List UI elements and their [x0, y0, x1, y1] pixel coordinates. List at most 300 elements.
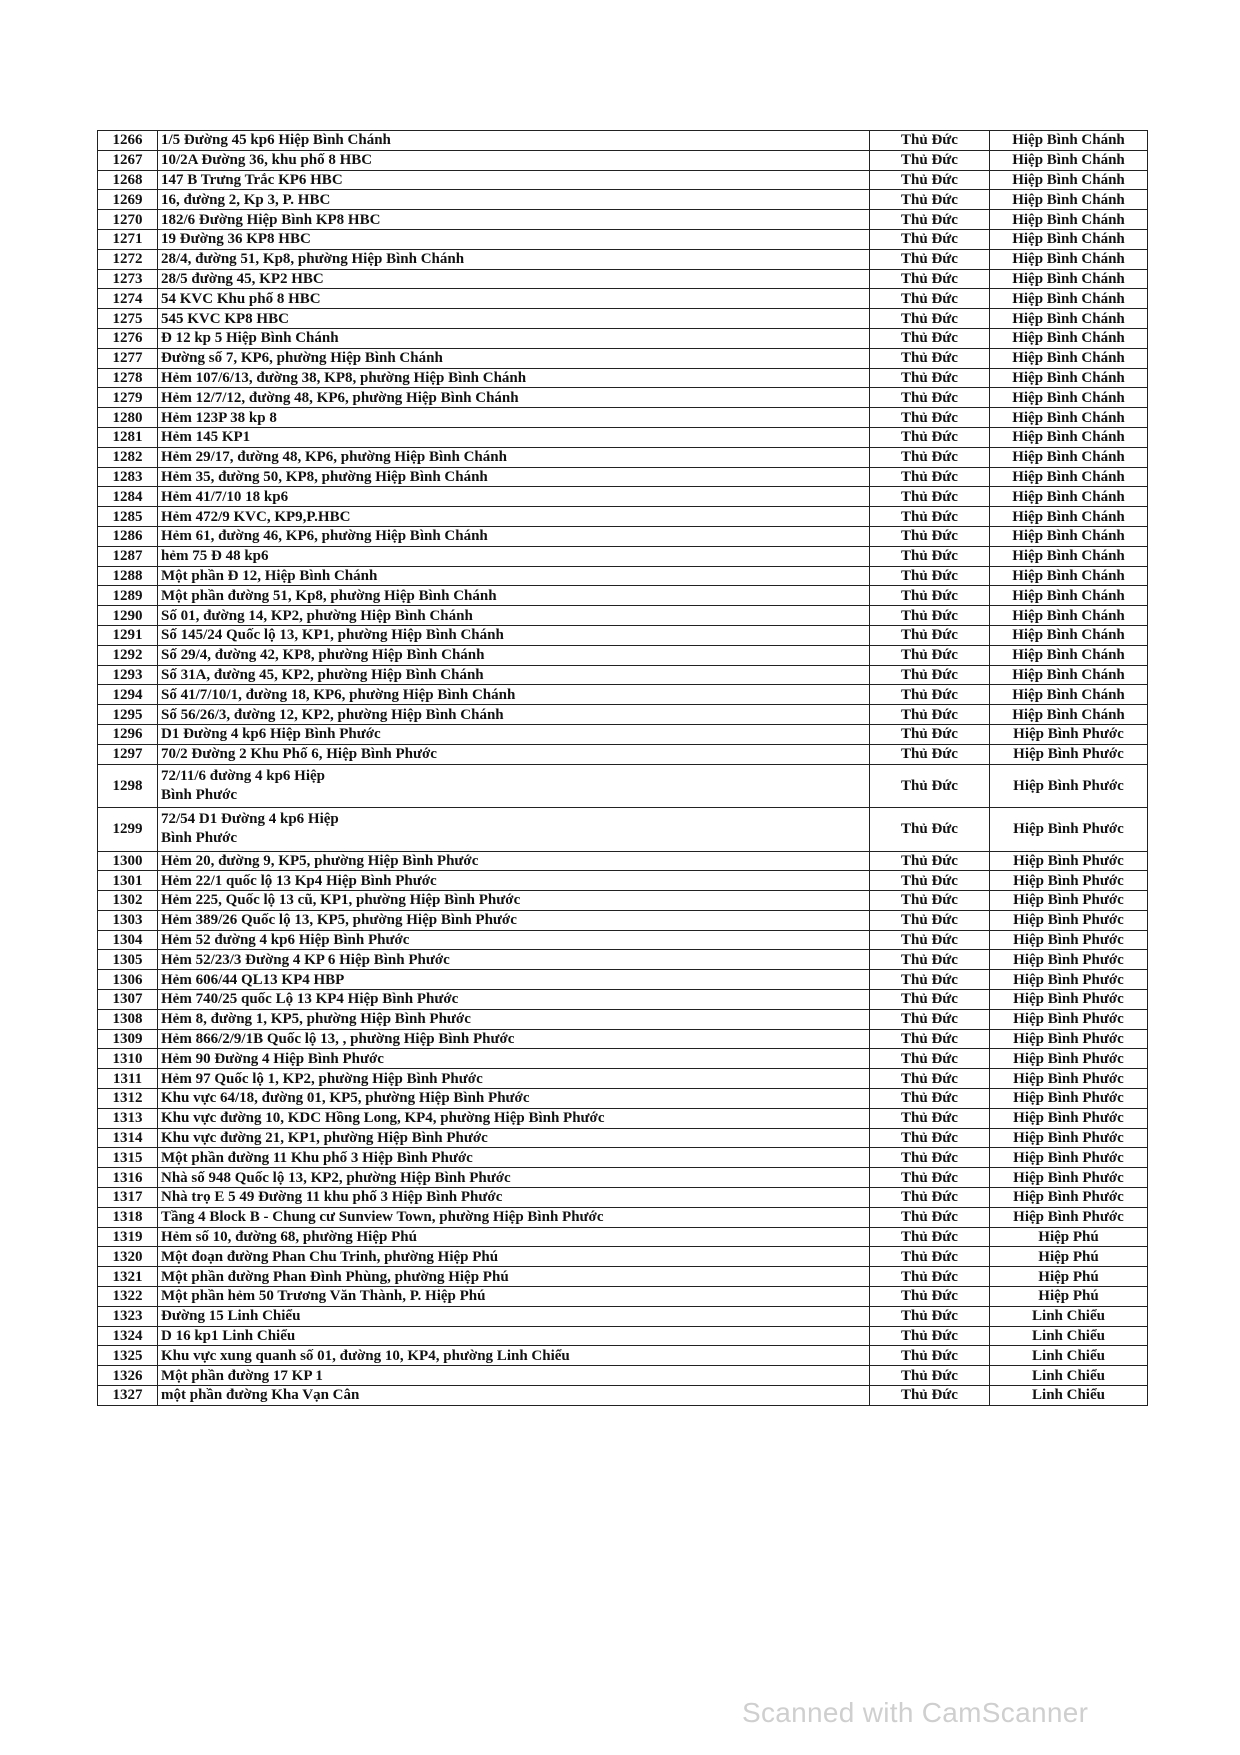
- row-address: Đ 12 kp 5 Hiệp Bình Chánh: [158, 328, 870, 348]
- row-district: Thủ Đức: [870, 427, 990, 447]
- row-district: Thủ Đức: [870, 1049, 990, 1069]
- row-ward: Hiệp Bình Chánh: [990, 467, 1148, 487]
- row-number: 1318: [98, 1207, 158, 1227]
- table-row: [98, 1049, 1148, 1069]
- row-address: Hẻm 107/6/13, đường 38, KP8, phường Hiệp Bình Chánh: [158, 368, 870, 388]
- row-number: 1327: [98, 1386, 158, 1406]
- table-row: [98, 1287, 1148, 1307]
- row-district: Thủ Đức: [870, 1089, 990, 1109]
- row-address: Đường 15 Linh Chiểu: [158, 1306, 870, 1326]
- row-address: Hẻm 472/9 KVC, KP9,P.HBC: [158, 507, 870, 527]
- row-ward: Hiệp Bình Phước: [990, 1128, 1148, 1148]
- row-district: Thủ Đức: [870, 566, 990, 586]
- row-district: Thủ Đức: [870, 388, 990, 408]
- row-district: Thủ Đức: [870, 1267, 990, 1287]
- row-address: hẻm 75 Đ 48 kp6: [158, 546, 870, 566]
- table-row: [98, 685, 1148, 705]
- row-number: 1267: [98, 150, 158, 170]
- row-number: 1322: [98, 1287, 158, 1307]
- row-district: Thủ Đức: [870, 851, 990, 871]
- table-row: [98, 408, 1148, 428]
- row-district: Thủ Đức: [870, 930, 990, 950]
- row-number: 1321: [98, 1267, 158, 1287]
- row-address: Số 01, đường 14, KP2, phường Hiệp Bình Chánh: [158, 606, 870, 626]
- row-ward: Hiệp Bình Phước: [990, 851, 1148, 871]
- row-ward: Linh Chiểu: [990, 1386, 1148, 1406]
- row-address: Số 31A, đường 45, KP2, phường Hiệp Bình Chánh: [158, 665, 870, 685]
- row-number: 1274: [98, 289, 158, 309]
- row-address: Hẻm 52/23/3 Đường 4 KP 6 Hiệp Bình Phước: [158, 950, 870, 970]
- table-row: [98, 851, 1148, 871]
- row-number: 1275: [98, 309, 158, 329]
- row-ward: Hiệp Bình Chánh: [990, 210, 1148, 230]
- row-district: Thủ Đức: [870, 1326, 990, 1346]
- row-ward: Hiệp Bình Chánh: [990, 190, 1148, 210]
- row-district: Thủ Đức: [870, 685, 990, 705]
- row-district: Thủ Đức: [870, 645, 990, 665]
- row-ward: Hiệp Bình Phước: [990, 1029, 1148, 1049]
- address-table-body: [98, 131, 1148, 1406]
- row-district: Thủ Đức: [870, 447, 990, 467]
- table-row: [98, 1346, 1148, 1366]
- row-district: Thủ Đức: [870, 1108, 990, 1128]
- row-district: Thủ Đức: [870, 1128, 990, 1148]
- row-number: 1312: [98, 1089, 158, 1109]
- table-row: [98, 950, 1148, 970]
- row-ward: Hiệp Bình Chánh: [990, 229, 1148, 249]
- row-district: Thủ Đức: [870, 1287, 990, 1307]
- table-row: [98, 1267, 1148, 1287]
- row-ward: Hiệp Bình Phước: [990, 1188, 1148, 1208]
- row-district: Thủ Đức: [870, 724, 990, 744]
- row-number: 1285: [98, 507, 158, 527]
- row-address: Nhà trọ E 5 49 Đường 11 khu phố 3 Hiệp Bình Phước: [158, 1188, 870, 1208]
- row-district: Thủ Đức: [870, 229, 990, 249]
- row-address: 1/5 Đường 45 kp6 Hiệp Bình Chánh: [158, 131, 870, 151]
- row-ward: Hiệp Bình Phước: [990, 871, 1148, 891]
- row-district: Thủ Đức: [870, 1168, 990, 1188]
- row-district: Thủ Đức: [870, 1069, 990, 1089]
- row-number: 1291: [98, 625, 158, 645]
- row-number: 1310: [98, 1049, 158, 1069]
- row-address: Khu vực đường 21, KP1, phường Hiệp Bình Phước: [158, 1128, 870, 1148]
- row-district: Thủ Đức: [870, 665, 990, 685]
- table-row: [98, 150, 1148, 170]
- row-ward: Hiệp Bình Phước: [990, 744, 1148, 764]
- row-ward: Hiệp Bình Phước: [990, 1089, 1148, 1109]
- row-number: 1271: [98, 229, 158, 249]
- row-address: Số 41/7/10/1, đường 18, KP6, phường Hiệp Bình Chánh: [158, 685, 870, 705]
- table-row: [98, 891, 1148, 911]
- row-address: Hẻm 123P 38 kp 8: [158, 408, 870, 428]
- row-number: 1266: [98, 131, 158, 151]
- row-number: 1277: [98, 348, 158, 368]
- row-number: 1286: [98, 526, 158, 546]
- row-ward: Hiệp Bình Chánh: [990, 249, 1148, 269]
- row-ward: Hiệp Phú: [990, 1267, 1148, 1287]
- row-ward: Hiệp Bình Chánh: [990, 388, 1148, 408]
- row-district: Thủ Đức: [870, 1306, 990, 1326]
- row-address: Khu vực 64/18, đường 01, KP5, phường Hiệp Bình Phước: [158, 1089, 870, 1109]
- row-address: Một phần hẻm 50 Trương Văn Thành, P. Hiệp Phú: [158, 1287, 870, 1307]
- table-row: [98, 1148, 1148, 1168]
- row-address: Hẻm 22/1 quốc lộ 13 Kp4 Hiệp Bình Phước: [158, 871, 870, 891]
- row-address: Số 145/24 Quốc lộ 13, KP1, phường Hiệp Bình Chánh: [158, 625, 870, 645]
- row-address: 147 B Trưng Trắc KP6 HBC: [158, 170, 870, 190]
- row-number: 1302: [98, 891, 158, 911]
- row-address: Số 29/4, đường 42, KP8, phường Hiệp Bình Chánh: [158, 645, 870, 665]
- table-row: [98, 1207, 1148, 1227]
- table-row: [98, 724, 1148, 744]
- table-row: [98, 606, 1148, 626]
- row-district: Thủ Đức: [870, 467, 990, 487]
- row-ward: Linh Chiểu: [990, 1346, 1148, 1366]
- table-row: [98, 566, 1148, 586]
- table-row: [98, 764, 1148, 808]
- row-number: 1284: [98, 487, 158, 507]
- row-address: Hẻm 35, đường 50, KP8, phường Hiệp Bình Chánh: [158, 467, 870, 487]
- row-address: 28/4, đường 51, Kp8, phường Hiệp Bình Chánh: [158, 249, 870, 269]
- table-row: [98, 1386, 1148, 1406]
- table-row: [98, 348, 1148, 368]
- row-ward: Hiệp Bình Chánh: [990, 150, 1148, 170]
- row-district: Thủ Đức: [870, 526, 990, 546]
- row-number: 1325: [98, 1346, 158, 1366]
- row-ward: Hiệp Bình Phước: [990, 990, 1148, 1010]
- row-number: 1278: [98, 368, 158, 388]
- row-number: 1279: [98, 388, 158, 408]
- table-row: [98, 970, 1148, 990]
- row-address: Hẻm 61, đường 46, KP6, phường Hiệp Bình Chánh: [158, 526, 870, 546]
- row-address: Khu vực xung quanh số 01, đường 10, KP4, phường Linh Chiểu: [158, 1346, 870, 1366]
- row-number: 1282: [98, 447, 158, 467]
- row-ward: Hiệp Bình Phước: [990, 891, 1148, 911]
- row-district: Thủ Đức: [870, 891, 990, 911]
- row-district: Thủ Đức: [870, 1227, 990, 1247]
- table-row: [98, 526, 1148, 546]
- row-ward: Hiệp Phú: [990, 1287, 1148, 1307]
- table-row: [98, 1009, 1148, 1029]
- table-row: [98, 1188, 1148, 1208]
- row-ward: Hiệp Bình Phước: [990, 1108, 1148, 1128]
- row-ward: Hiệp Bình Chánh: [990, 487, 1148, 507]
- row-district: Thủ Đức: [870, 289, 990, 309]
- table-row: [98, 427, 1148, 447]
- row-ward: Hiệp Bình Chánh: [990, 408, 1148, 428]
- table-row: [98, 586, 1148, 606]
- row-district: Thủ Đức: [870, 764, 990, 808]
- row-district: Thủ Đức: [870, 1148, 990, 1168]
- table-row: [98, 487, 1148, 507]
- row-ward: Hiệp Bình Phước: [990, 950, 1148, 970]
- row-number: 1276: [98, 328, 158, 348]
- row-address: D1 Đường 4 kp6 Hiệp Bình Phước: [158, 724, 870, 744]
- row-address: D 16 kp1 Linh Chiểu: [158, 1326, 870, 1346]
- row-ward: Hiệp Bình Phước: [990, 808, 1148, 852]
- row-district: Thủ Đức: [870, 131, 990, 151]
- row-number: 1289: [98, 586, 158, 606]
- table-row: [98, 665, 1148, 685]
- row-ward: Hiệp Bình Chánh: [990, 507, 1148, 527]
- row-district: Thủ Đức: [870, 871, 990, 891]
- row-district: Thủ Đức: [870, 249, 990, 269]
- row-district: Thủ Đức: [870, 970, 990, 990]
- row-district: Thủ Đức: [870, 150, 990, 170]
- row-address: Số 56/26/3, đường 12, KP2, phường Hiệp Bình Chánh: [158, 705, 870, 725]
- row-ward: Hiệp Bình Chánh: [990, 645, 1148, 665]
- row-district: Thủ Đức: [870, 269, 990, 289]
- table-row: [98, 1168, 1148, 1188]
- table-row: [98, 309, 1148, 329]
- row-address: Hẻm 41/7/10 18 kp6: [158, 487, 870, 507]
- row-address: 182/6 Đường Hiệp Bình KP8 HBC: [158, 210, 870, 230]
- row-number: 1307: [98, 990, 158, 1010]
- row-address: Hẻm 389/26 Quốc lộ 13, KP5, phường Hiệp Bình Phước: [158, 910, 870, 930]
- table-row: [98, 645, 1148, 665]
- row-number: 1297: [98, 744, 158, 764]
- row-address: 19 Đường 36 KP8 HBC: [158, 229, 870, 249]
- row-ward: Hiệp Bình Chánh: [990, 665, 1148, 685]
- row-district: Thủ Đức: [870, 1247, 990, 1267]
- table-row: [98, 131, 1148, 151]
- table-row: [98, 1089, 1148, 1109]
- row-district: Thủ Đức: [870, 1188, 990, 1208]
- row-address: Một đoạn đường Phan Chu Trinh, phường Hiệp Phú: [158, 1247, 870, 1267]
- row-number: 1326: [98, 1366, 158, 1386]
- row-number: 1316: [98, 1168, 158, 1188]
- table-row: [98, 328, 1148, 348]
- row-address: 545 KVC KP8 HBC: [158, 309, 870, 329]
- row-number: 1273: [98, 269, 158, 289]
- row-ward: Hiệp Bình Chánh: [990, 348, 1148, 368]
- row-number: 1288: [98, 566, 158, 586]
- row-ward: Hiệp Bình Chánh: [990, 447, 1148, 467]
- table-row: [98, 1366, 1148, 1386]
- row-address: 10/2A Đường 36, khu phố 8 HBC: [158, 150, 870, 170]
- row-ward: Hiệp Bình Chánh: [990, 606, 1148, 626]
- row-ward: Hiệp Bình Phước: [990, 1207, 1148, 1227]
- row-address: Tầng 4 Block B - Chung cư Sunview Town, phường Hiệp Bình Phước: [158, 1207, 870, 1227]
- row-ward: Hiệp Bình Chánh: [990, 170, 1148, 190]
- table-row: [98, 625, 1148, 645]
- row-ward: Hiệp Bình Phước: [990, 1009, 1148, 1029]
- table-row: [98, 910, 1148, 930]
- table-row: [98, 289, 1148, 309]
- row-ward: Hiệp Bình Chánh: [990, 625, 1148, 645]
- row-number: 1295: [98, 705, 158, 725]
- row-ward: Hiệp Bình Chánh: [990, 427, 1148, 447]
- table-row: [98, 467, 1148, 487]
- table-row: [98, 249, 1148, 269]
- row-number: 1287: [98, 546, 158, 566]
- row-district: Thủ Đức: [870, 487, 990, 507]
- row-number: 1269: [98, 190, 158, 210]
- table-row: [98, 990, 1148, 1010]
- row-ward: Hiệp Bình Chánh: [990, 309, 1148, 329]
- row-number: 1272: [98, 249, 158, 269]
- row-number: 1308: [98, 1009, 158, 1029]
- row-number: 1301: [98, 871, 158, 891]
- table-row: [98, 170, 1148, 190]
- row-number: 1292: [98, 645, 158, 665]
- row-district: Thủ Đức: [870, 950, 990, 970]
- row-address: Hẻm 606/44 QL13 KP4 HBP: [158, 970, 870, 990]
- row-number: 1304: [98, 930, 158, 950]
- row-ward: Hiệp Bình Chánh: [990, 289, 1148, 309]
- table-row: [98, 1108, 1148, 1128]
- table-row: [98, 1247, 1148, 1267]
- row-district: Thủ Đức: [870, 309, 990, 329]
- row-district: Thủ Đức: [870, 705, 990, 725]
- row-district: Thủ Đức: [870, 1386, 990, 1406]
- table-row: [98, 388, 1148, 408]
- row-address: Một phần đường Phan Đình Phùng, phường Hiệp Phú: [158, 1267, 870, 1287]
- camscanner-watermark: Scanned with CamScanner: [742, 1697, 1089, 1728]
- row-district: Thủ Đức: [870, 348, 990, 368]
- row-address: Khu vực đường 10, KDC Hồng Long, KP4, phường Hiệp Bình Phước: [158, 1108, 870, 1128]
- row-ward: Hiệp Bình Phước: [990, 910, 1148, 930]
- row-ward: Hiệp Bình Phước: [990, 1069, 1148, 1089]
- row-ward: Hiệp Bình Chánh: [990, 566, 1148, 586]
- row-number: 1314: [98, 1128, 158, 1148]
- row-address: Hẻm số 10, đường 68, phường Hiệp Phú: [158, 1227, 870, 1247]
- table-row: [98, 808, 1148, 852]
- row-district: Thủ Đức: [870, 990, 990, 1010]
- table-row: [98, 744, 1148, 764]
- row-number: 1268: [98, 170, 158, 190]
- row-ward: Hiệp Bình Chánh: [990, 705, 1148, 725]
- row-ward: Hiệp Bình Phước: [990, 970, 1148, 990]
- row-number: 1281: [98, 427, 158, 447]
- row-address: Một phần Đ 12, Hiệp Bình Chánh: [158, 566, 870, 586]
- row-ward: Hiệp Bình Chánh: [990, 269, 1148, 289]
- row-address: Hẻm 90 Đường 4 Hiệp Bình Phước: [158, 1049, 870, 1069]
- row-ward: Hiệp Bình Phước: [990, 1049, 1148, 1069]
- row-address: Hẻm 12/7/12, đường 48, KP6, phường Hiệp Bình Chánh: [158, 388, 870, 408]
- row-district: Thủ Đức: [870, 1366, 990, 1386]
- row-district: Thủ Đức: [870, 586, 990, 606]
- row-address: 28/5 đường 45, KP2 HBC: [158, 269, 870, 289]
- row-district: Thủ Đức: [870, 625, 990, 645]
- table-row: [98, 871, 1148, 891]
- row-ward: Hiệp Bình Chánh: [990, 586, 1148, 606]
- table-row: [98, 1306, 1148, 1326]
- row-district: Thủ Đức: [870, 408, 990, 428]
- row-ward: Hiệp Bình Chánh: [990, 328, 1148, 348]
- row-address: Một phần đường 51, Kp8, phường Hiệp Bình Chánh: [158, 586, 870, 606]
- row-ward: Hiệp Bình Phước: [990, 764, 1148, 808]
- table-row: [98, 705, 1148, 725]
- row-ward: Hiệp Bình Phước: [990, 930, 1148, 950]
- table-row: [98, 210, 1148, 230]
- row-ward: Linh Chiểu: [990, 1366, 1148, 1386]
- row-address: Hẻm 145 KP1: [158, 427, 870, 447]
- table-row: [98, 1069, 1148, 1089]
- table-row: [98, 930, 1148, 950]
- row-number: 1283: [98, 467, 158, 487]
- row-ward: Hiệp Bình Chánh: [990, 368, 1148, 388]
- row-district: Thủ Đức: [870, 210, 990, 230]
- row-address: Hẻm 52 đường 4 kp6 Hiệp Bình Phước: [158, 930, 870, 950]
- row-number: 1315: [98, 1148, 158, 1168]
- row-ward: Hiệp Bình Phước: [990, 1148, 1148, 1168]
- row-address: 72/11/6 đường 4 kp6 Hiệp Bình Phước: [158, 764, 870, 808]
- row-address: Đường số 7, KP6, phường Hiệp Bình Chánh: [158, 348, 870, 368]
- row-number: 1309: [98, 1029, 158, 1049]
- row-ward: Hiệp Bình Chánh: [990, 685, 1148, 705]
- row-district: Thủ Đức: [870, 606, 990, 626]
- table-row: [98, 1029, 1148, 1049]
- row-number: 1305: [98, 950, 158, 970]
- row-address: Nhà số 948 Quốc lộ 13, KP2, phường Hiệp Bình Phước: [158, 1168, 870, 1188]
- row-number: 1298: [98, 764, 158, 808]
- row-number: 1293: [98, 665, 158, 685]
- row-address: Hẻm 740/25 quốc Lộ 13 KP4 Hiệp Bình Phước: [158, 990, 870, 1010]
- row-address: một phần đường Kha Vạn Cân: [158, 1386, 870, 1406]
- address-table: [97, 130, 1148, 1406]
- row-number: 1280: [98, 408, 158, 428]
- row-district: Thủ Đức: [870, 170, 990, 190]
- row-ward: Hiệp Bình Chánh: [990, 526, 1148, 546]
- row-ward: Hiệp Bình Chánh: [990, 546, 1148, 566]
- row-ward: Hiệp Phú: [990, 1227, 1148, 1247]
- table-row: [98, 507, 1148, 527]
- row-number: 1323: [98, 1306, 158, 1326]
- row-number: 1306: [98, 970, 158, 990]
- row-ward: Linh Chiểu: [990, 1306, 1148, 1326]
- table-row: [98, 190, 1148, 210]
- table-row: [98, 269, 1148, 289]
- row-district: Thủ Đức: [870, 808, 990, 852]
- row-ward: Linh Chiểu: [990, 1326, 1148, 1346]
- row-district: Thủ Đức: [870, 1029, 990, 1049]
- row-number: 1311: [98, 1069, 158, 1089]
- row-ward: Hiệp Bình Chánh: [990, 131, 1148, 151]
- row-address: Hẻm 97 Quốc lộ 1, KP2, phường Hiệp Bình Phước: [158, 1069, 870, 1089]
- table-row: [98, 546, 1148, 566]
- row-district: Thủ Đức: [870, 910, 990, 930]
- table-row: [98, 229, 1148, 249]
- row-number: 1303: [98, 910, 158, 930]
- row-number: 1294: [98, 685, 158, 705]
- row-address: Hẻm 20, đường 9, KP5, phường Hiệp Bình Phước: [158, 851, 870, 871]
- row-address: Một phần đường 11 Khu phố 3 Hiệp Bình Phước: [158, 1148, 870, 1168]
- row-district: Thủ Đức: [870, 546, 990, 566]
- row-number: 1300: [98, 851, 158, 871]
- row-number: 1319: [98, 1227, 158, 1247]
- row-address: 54 KVC Khu phố 8 HBC: [158, 289, 870, 309]
- table-row: [98, 447, 1148, 467]
- row-address: 72/54 D1 Đường 4 kp6 Hiệp Bình Phước: [158, 808, 870, 852]
- row-address: Một phần đường 17 KP 1: [158, 1366, 870, 1386]
- row-number: 1270: [98, 210, 158, 230]
- row-address: Hẻm 866/2/9/1B Quốc lộ 13, , phường Hiệp Bình Phước: [158, 1029, 870, 1049]
- row-address: Hẻm 225, Quốc lộ 13 cũ, KP1, phường Hiệp Bình Phước: [158, 891, 870, 911]
- table-row: [98, 1326, 1148, 1346]
- row-address: 16, đường 2, Kp 3, P. HBC: [158, 190, 870, 210]
- row-number: 1290: [98, 606, 158, 626]
- row-district: Thủ Đức: [870, 507, 990, 527]
- row-district: Thủ Đức: [870, 1207, 990, 1227]
- row-ward: Hiệp Phú: [990, 1247, 1148, 1267]
- row-number: 1317: [98, 1188, 158, 1208]
- row-ward: Hiệp Bình Phước: [990, 1168, 1148, 1188]
- table-row: [98, 368, 1148, 388]
- address-table-container: [97, 130, 1147, 1406]
- row-number: 1299: [98, 808, 158, 852]
- row-address: Hẻm 8, đường 1, KP5, phường Hiệp Bình Phước: [158, 1009, 870, 1029]
- row-district: Thủ Đức: [870, 744, 990, 764]
